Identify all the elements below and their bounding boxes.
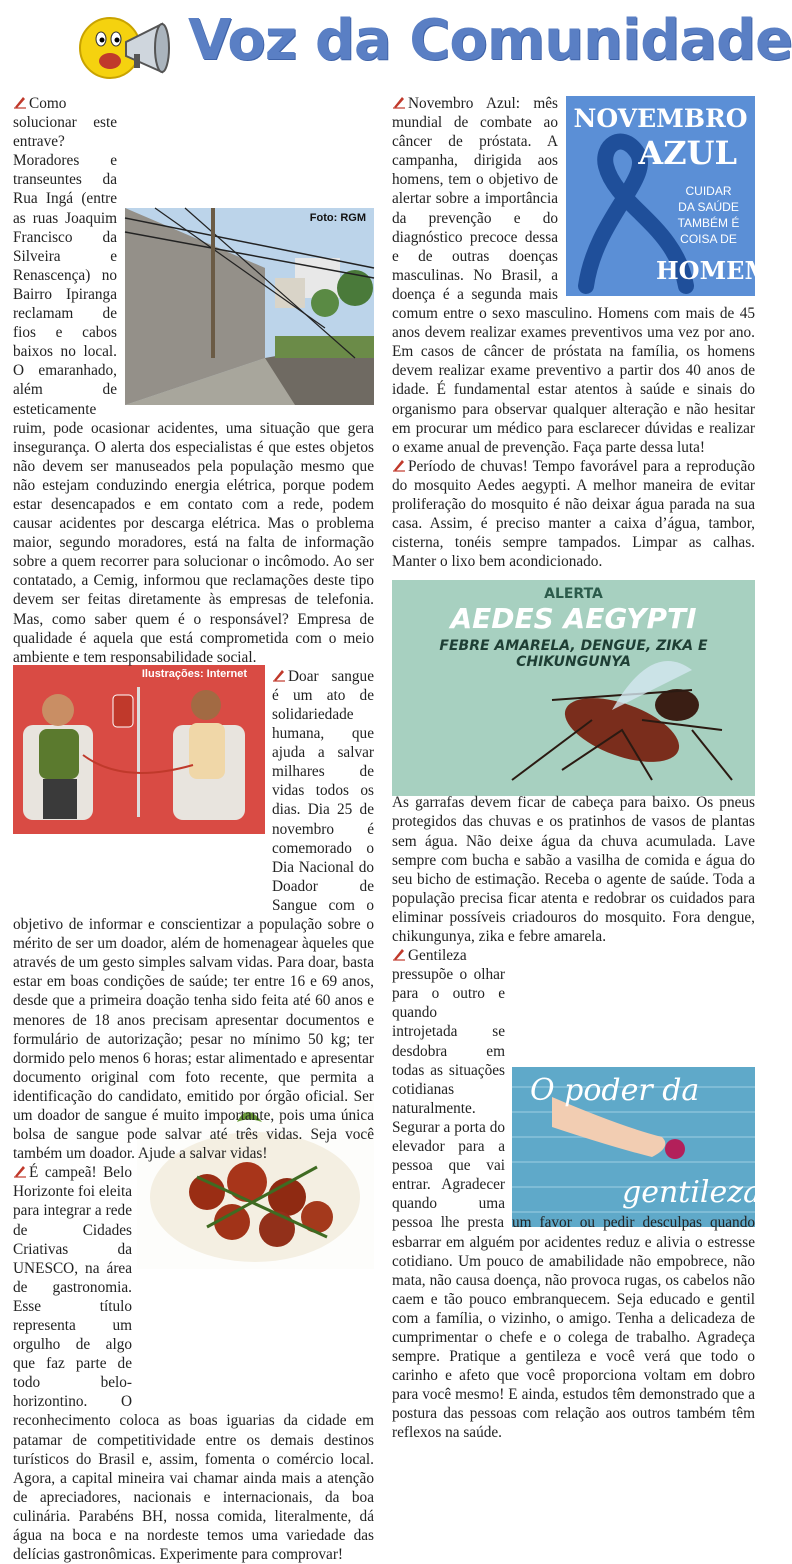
article-wires-text: Como solucionar este entrave? Moradores e transeuntes da Rua Ingá (entre as ruas Joaquim Francisco da Silveira e Renascença) no Bairro Ipiranga reclamam de fios e cabos baixos no local. O emaranhado, além de esteticamente ruim, pode ocasionar acidentes, uma situação que gera insegurança. O alerta dos especialistas é que estes objetos não devem ser manuseados pela população mesmo que não estejam conduzindo energia elétrica, porque podem estar desencapados e em contato com a rede, podem causar acidentes por descarga elétrica. Mas o problema maior, segundo moradores, está na falta de informação sobre a quem recorrer para solucionar o incômodo. Ao ser contatado, a Cemig, informou que reclamações deste tipo devem ser feitas diretamente às empresas de telefonia. Mas, como saber quem é o responsável? Empresa de qualidade é aquela que está comprometida com o meio ambiente e tem responsabilidade social. [13,95,374,666]
pen-bullet-icon [392,458,406,472]
pen-bullet-icon [13,1164,27,1178]
article-wires-body [13,94,374,667]
novembro-sub-2: DA SAÚDE [678,200,739,214]
aedes-subtitle: FEBRE AMARELA, DENGUE, ZIKA E CHIKUNGUNYA [439,638,708,670]
aedes-alert: ALERTA [544,586,603,602]
article-gentileza-text: Gentileza pressupõe o olhar para o outro e quando introjetada se desdobra em todas as situações cotidianas naturalmente. Segurar a porta do elevador para a pessoa que vai entrar. Agradecer quando uma pessoa lhe presta um favor ou pedir desculpas quando esbarrar em alguém por acidentes reduz e alivia o estresse cotidiano. Um pouco de amabilidade não empobrece, não mata, não causa doença, não provoca rugas, os cabelos não caem e tão pouco embranquecem. Seja educado e gentil com a família, o vizinho, o amigo. Tenha a delicadeza de cumprimentar o chefe e o colega de trabalho. Agradeça sempre. Pratique a gentileza e você verá que todo o carinho e afeto que você proporciona voltam em dobro para você mesmo! E ainda, estudos têm demonstrado que a postura das pessoas com relação aos outros também têm reflexos na saúde. [392,947,755,1442]
masthead [0,0,792,90]
pen-bullet-icon [392,947,406,961]
photo-credit: Foto: RGM [309,212,366,224]
novembro-sub-4: COISA DE [680,232,737,246]
article-aedes-body [392,457,755,572]
left-column-flow [13,94,374,1564]
megaphone-logo-icon [76,6,176,84]
gentileza-line2: gentileza [622,1175,761,1210]
gentileza-line1: O poder da [530,1073,700,1108]
azul-title: AZUL [638,134,737,172]
article-blood-text: Doar sangue é um ato de solidariedade humana, que ajuda a salvar milhares de vidas todos os dias. Dia 25 de novembro é comemorado o Dia Nacional do Doador de Sangue com o objetivo de informar e conscientizar a população sobre o mérito de ser um doador, além de homenagear àqueles que através de um gesto simples salvam vidas. Para doar, basta estar em boas condições de saúde; ter entre 16 e 69 anos, desde que a primeira doação tenha sido feita até 60 anos e menores de 18 anos precisam apresentar documentos e formulário de autorização; pesar no mínimo 50 kg; ter dormido pelo menos 6 horas; estar alimentado e apresentar documento original com foto recente, que permita a identificação do candidato, emitido por órgão oficial. Ser um doador de sangue é muito importante, pois uma única bolsa de sangue pode salvar até três vidas. Seja você também um doador. Ajude a salvar vidas! [13,667,374,1163]
right-column-flow [392,94,772,1443]
article-aedes-text: Período de chuvas! Tempo favorável para a reprodução do mosquito Aedes aegypti. A melhor maneira de evitar proliferação do mosquito é não deixar água parada na sua casa. Assim, é preciso manter a caixa d’água, tambor, cisterna, tonéis sempre tampados. Limpar as calhas. Manter o lixo bem acondicionado. [392,457,755,571]
novembro-title: NOVEMBRO [573,104,748,133]
pen-bullet-icon [13,95,27,109]
pen-bullet-icon [392,95,406,109]
novembro-sub-1: CUIDAR [685,184,732,198]
article-gastronomy-text: É campeã! Belo Horizonte foi eleita para integrar a rede de Cidades Criativas da UNESCO, na área de gastronomia. Esse título representa um orgulho de algo que faz parte de todo belo-horizontino. O reconhecimento coloca as boas iguarias da cidade em patamar de competitividade entre os demais destinos turísticos do Brasil e, assim, fomenta o comércio local. Agora, a capital mineira vai chamar ainda mais a atenção de apreciadores, nacionais e internacionais, da boa culinária. Parabéns BH, nossa comida, literalmente, dá água na boca e na nordeste temos uma variedade das delícias gastronômicas. Experimente para comprovar! [13,1164,374,1564]
article-gentileza-body [392,946,755,1442]
article-aedes-text-2: As garrafas devem ficar de cabeça para baixo. Os pneus protegidos das chuvas e os pratinhos de vasos de plantas sem água. Não deixe água da chuva acumulada. Lave sempre com bucha e sabão a vasilha de comida e água do seu bicho de estimação. Receba o agente de saúde. Toda a população precisa ficar atenta e redobrar os cuidados para eliminar possíveis criadouros do mosquito. Fora dengue, chikungunya, zika e febre amarela. [392,794,755,945]
article-aedes-body-2 [392,793,755,946]
article-blood-body [13,667,374,1163]
article-novembro-body [392,94,772,457]
aedes-title: AEDES AEGYPTI [450,602,697,635]
article-novembro-text: Novembro Azul: mês mundial de combate ao câncer de próstata. A campanha, dirigida aos homens, tem o objetivo de alertar sobre a importância da prevenção e do diagnóstico precoce dessa e de outras doenças masculinas. No Brasil, a doença é a segunda mais comum entre o sexo masculino. Homens com mais de 45 anos devem realizar exames preventivos uma vez por ano. Em casos de câncer de próstata na família, os homens devem realizar exame preventivo a partir dos 40 anos de idade. É fundamental estar atentos à saúde e sinais do organismo para observar qualquer alteração e não hesitar em procurar um médico para esclarecer dúvidas e realizar o exame anual de prevenção. Faça parte dessa luta! [392,95,755,456]
novembro-sub-3: TAMBÉM É [677,216,740,230]
illustration-credit: Ilustrações: Internet [141,668,247,680]
novembro-sub-5: HOMEM [656,256,772,285]
page-title: Voz da Comunidade [188,8,792,73]
aedes-banner-spacer [392,571,755,793]
pen-bullet-icon [272,668,286,682]
article-gastronomy-body [13,1163,374,1564]
